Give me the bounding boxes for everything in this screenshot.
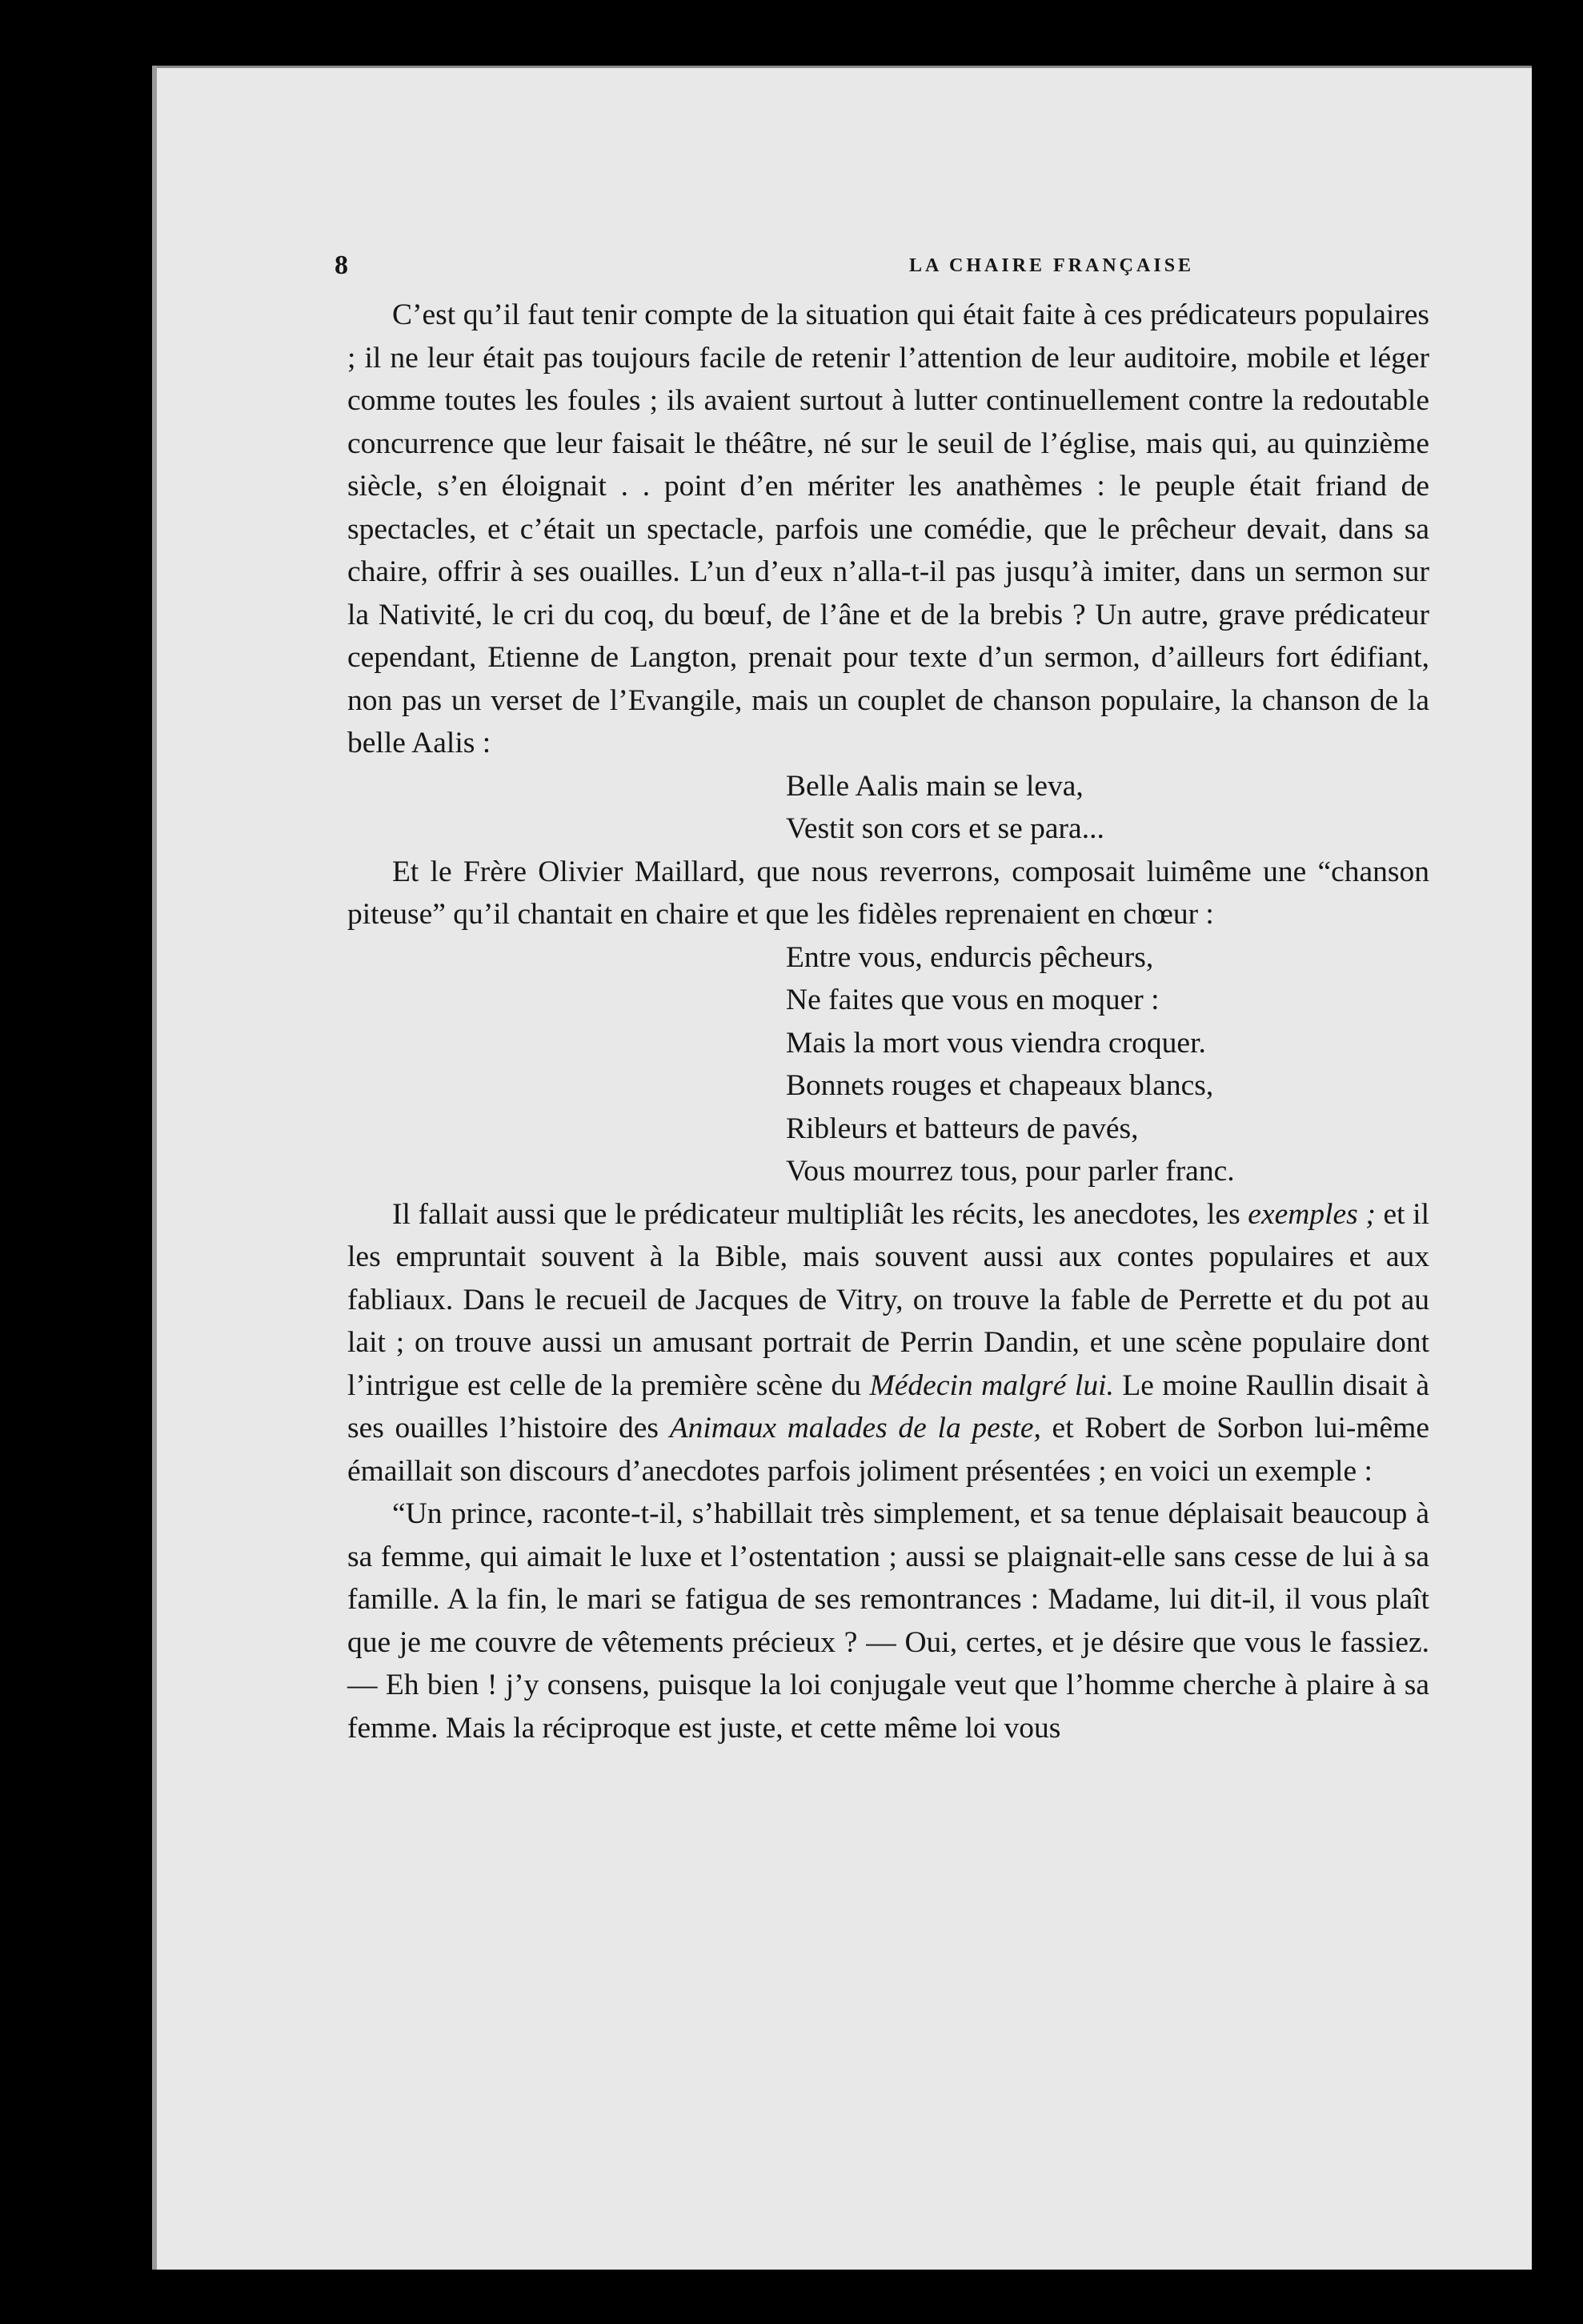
running-head [157,250,1532,282]
paragraph-3-text: Le moine Raullin disait à ses ouailles l’histoire des [347,1368,1429,1444]
italic-medecin-malgre-lui: Médecin malgré lui. [869,1368,1114,1402]
page-right-margin [1532,66,1583,2324]
journal-title: LA CHAIRE FRANÇAISE [909,255,1195,276]
verse-belle-aalis [347,765,1429,851]
paragraph-3-text: et il les empruntait souvent à la Bible, mais souvent aussi aux contes populaires et aux fabliaux. Dans le recueil de Jacques de Vitry, on trouve la fable de Perrette et du pot au lait ; on trouve aussi un amusant portrait de Perrin Dandin, et une scène populaire dont l’intrigue est celle de la première scène du [347,1197,1429,1402]
paragraph-3-text: et Robert de Sorbon lui-même émaillait son discours d’anecdotes parfois joliment présentées ; en voici un exemple : [347,1412,1429,1488]
book-page [157,66,1532,2270]
paragraph-1: C’est qu’il faut tenir compte de la situation qui était faite à ces prédicateurs populaires ; il ne leur était pas toujours facile de retenir l’attention de leur auditoire, mobile et léger comme toutes les foules ; ils avaient surtout à lutter continuellement contre la redoutable concurrence que leur faisait le théâtre, né sur le seuil de l’église, mais qui, au quinzième siècle, s’en éloignait . . point d’en mériter les anathèmes : le peuple était friand de spectacles, et c’était un spectacle, parfois une comédie, que le prêcheur devait, dans sa chaire, offrir à ses ouailles. L’un d’eux n’alla-t-il pas jusqu’à imiter, dans un sermon sur la Nativité, le cri du coq, du bœuf, de l’âne et de la brebis ? Un autre, grave prédicateur cependant, Etienne de Langton, prenait pour texte d’un sermon, d’ailleurs fort édifiant, non pas un verset de l’Evangile, mais un couplet de chanson populaire, la chanson de la belle Aalis : [347,299,1429,759]
verse-line: Entre vous, endurcis pêcheurs, [786,940,1154,974]
verse-line: Mais la mort vous viendra croquer. [786,1026,1206,1060]
verse-line: Ribleurs et batteurs de pavés, [786,1112,1139,1145]
verse-line: Vestit son cors et se para... [786,812,1104,845]
verse-line: Vous mourrez tous, pour parler franc. [786,1155,1235,1188]
paragraph-4: “Un prince, raconte-t-il, s’habillait très simplement, et sa tenue déplaisait beaucoup à sa femme, qui aimait le luxe et l’ostentation ; aussi se plaignait-elle sans cesse de lui à sa famille. A la fin, le mari se fatigua de ses remontrances : Madame, lui dit-il, il vous plaît que je me couvre de vêtements précieux ? — Oui, certes, et je désire que vous le fassiez. — Eh bien ! j’y consens, puisque la loi conjugale veut que l’homme cherche à plaire à sa femme. Mais la réciproque est juste, et cette même loi vous [347,1497,1429,1745]
page-number: 8 [335,250,348,280]
paragraph-2: Et le Frère Olivier Maillard, que nous reverrons, composait luimême une “chanson piteuse” qu’il chantait en chaire et que les fidèles reprenaient en chœur : [347,855,1429,931]
main-text [347,294,1429,1749]
italic-animaux-malades: Animaux malades de la peste, [669,1412,1041,1444]
verse-line: Ne faites que vous en moquer : [786,984,1160,1016]
verse-chanson-piteuse [347,936,1429,1193]
verse-line: Belle Aalis main se leva, [786,769,1084,803]
paragraph-3 [347,1193,1429,1493]
italic-exemples: exemples ; [1248,1197,1376,1231]
verse-line: Bonnets rouges et chapeaux blancs, [786,1069,1214,1102]
paragraph-3-text: Il fallait aussi que le prédicateur multipliât les récits, les anecdotes, les [392,1197,1248,1231]
